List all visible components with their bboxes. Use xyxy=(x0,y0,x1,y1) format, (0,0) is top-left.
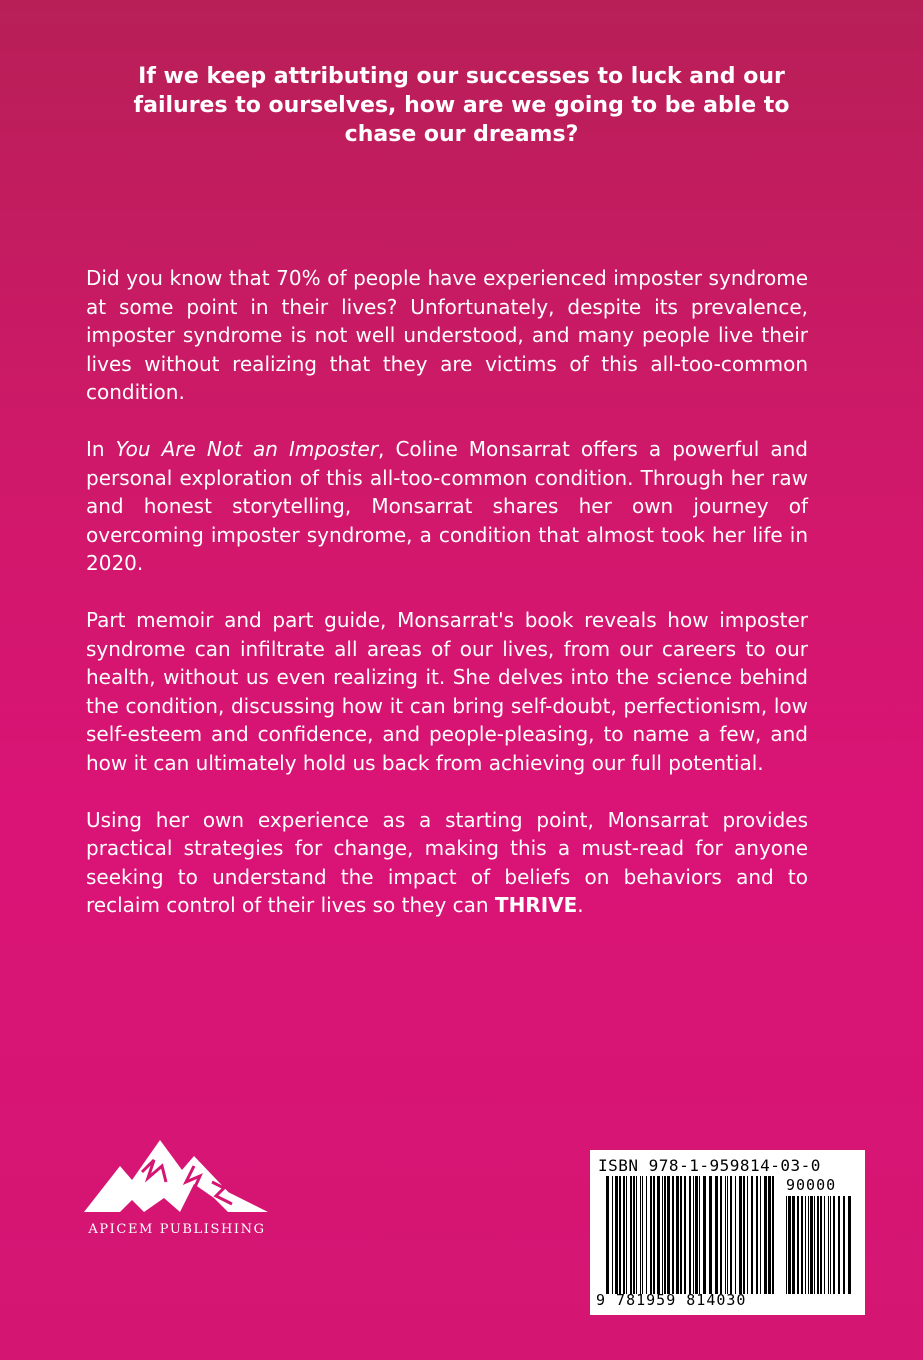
barcode-bar xyxy=(664,1176,666,1294)
barcode-bar xyxy=(764,1176,767,1294)
barcode-bar xyxy=(650,1176,652,1294)
barcode-bar xyxy=(630,1176,632,1294)
barcode-bar xyxy=(828,1196,829,1294)
barcode-bar xyxy=(715,1176,718,1294)
barcode-bar xyxy=(680,1176,682,1294)
barcode-bar xyxy=(792,1196,795,1294)
price-code: 90000 xyxy=(786,1176,837,1194)
barcode-bar xyxy=(838,1196,840,1294)
barcode-bar xyxy=(672,1176,674,1294)
barcode-bar xyxy=(689,1176,691,1294)
barcode-bar xyxy=(743,1176,745,1294)
thrive-emphasis: THRIVE xyxy=(494,893,578,918)
barcode-bar xyxy=(626,1176,627,1294)
barcode-bar xyxy=(640,1176,641,1294)
barcode-bar xyxy=(739,1176,742,1294)
barcode-bar xyxy=(636,1176,637,1294)
barcode-bar xyxy=(619,1176,621,1294)
barcode-bar xyxy=(788,1196,791,1294)
barcode-bar xyxy=(720,1176,722,1294)
barcode-bar xyxy=(772,1176,774,1294)
barcode-bar xyxy=(612,1176,613,1294)
barcode-bar xyxy=(848,1196,851,1294)
mountain-peaks-icon xyxy=(82,1138,272,1222)
barcode-bar xyxy=(653,1176,655,1294)
barcode-bar xyxy=(747,1176,748,1294)
barcode-bar xyxy=(735,1176,736,1294)
barcode-bar xyxy=(797,1196,799,1294)
barcode-bar xyxy=(695,1176,698,1294)
publisher-logo xyxy=(82,1138,272,1248)
barcode-bar xyxy=(824,1196,825,1294)
barcode-bar xyxy=(633,1176,635,1294)
barcode-bar xyxy=(730,1176,732,1294)
isbn-label: ISBN 978-1-959814-03-0 xyxy=(598,1156,821,1175)
barcode-bar xyxy=(606,1176,609,1294)
addon-barcode-bars xyxy=(786,1196,852,1294)
back-cover-tagline: If we keep attributing our successes to luck and our failures to ourselves, how are we going to be able to chase our dreams? xyxy=(133,64,790,147)
barcode-bar xyxy=(623,1176,625,1294)
barcode-bar xyxy=(820,1196,822,1294)
description-paragraph-2: In You Are Not an Imposter, Coline Monsarrat offers a powerful and personal exploration of this all-too-common condition. Through her raw and honest storytelling, Monsarrat shares her own journey of overcoming imposter syndrome, a condition that almost took her life in 2020. xyxy=(86,436,808,576)
barcode-bar xyxy=(801,1196,803,1294)
barcode-bar xyxy=(725,1176,726,1294)
barcode-bar xyxy=(786,1196,787,1294)
barcode-bar xyxy=(830,1196,831,1294)
description-paragraph-1: Did you know that 70% of people have experienced imposter syndrome at some point in their lives? Unfortunately, despite its prevalence, imposter syndrome is not well understood, and many people live their lives without realizing that they are victims of this all-too-common condition. xyxy=(86,266,808,405)
barcode-bar xyxy=(667,1176,670,1294)
barcode-bar xyxy=(760,1176,761,1294)
barcode-bar xyxy=(657,1176,660,1294)
barcode-bar xyxy=(676,1176,679,1294)
barcode-bar xyxy=(693,1176,694,1294)
barcode-bar xyxy=(642,1176,643,1294)
isbn-barcode xyxy=(590,1150,865,1315)
barcode-bar xyxy=(699,1176,700,1294)
barcode-bar xyxy=(805,1196,806,1294)
barcode-bar xyxy=(833,1196,835,1294)
barcode-bar xyxy=(768,1176,771,1294)
description-paragraph-4: Using her own experience as a starting point, Monsarrat provides practical strategies for change, making this a must-read for anyone seeking to understand the impact of beliefs on behaviors and to reclaim control of their lives so they can THRIVE. xyxy=(86,807,808,918)
barcode-bar xyxy=(615,1176,618,1294)
barcode-bar xyxy=(684,1176,686,1294)
barcode-bar xyxy=(727,1176,728,1294)
isbn-digits: 9 781959 814030 xyxy=(596,1291,747,1309)
barcode-bar xyxy=(662,1176,663,1294)
barcode-bar xyxy=(703,1176,706,1294)
ean-barcode-bars xyxy=(606,1176,774,1294)
description-paragraph-3: Part memoir and part guide, Monsarrat's book reveals how imposter syndrome can infiltrate all areas of our lives, from our careers to our health, without us even realizing it. She delves into the science behind the condition, discussing how it can bring self-doubt, perfectionism, low self-esteem and confidence, and people-pleasing, to name a few, and how it can ultimately hold us back from achieving our full potential. xyxy=(86,607,808,775)
barcode-bar xyxy=(810,1196,813,1294)
barcode-bar xyxy=(817,1196,819,1294)
publisher-name: APICEM PUBLISHING xyxy=(88,1222,266,1237)
barcode-bar xyxy=(751,1176,753,1294)
barcode-bar xyxy=(646,1176,647,1294)
barcode-bar xyxy=(843,1196,845,1294)
barcode-bar xyxy=(756,1176,758,1294)
barcode-bar xyxy=(814,1196,815,1294)
book-title: You Are Not an Imposter xyxy=(115,436,379,461)
barcode-bar xyxy=(709,1176,712,1294)
book-description xyxy=(86,264,808,948)
barcode-bar xyxy=(808,1196,809,1294)
